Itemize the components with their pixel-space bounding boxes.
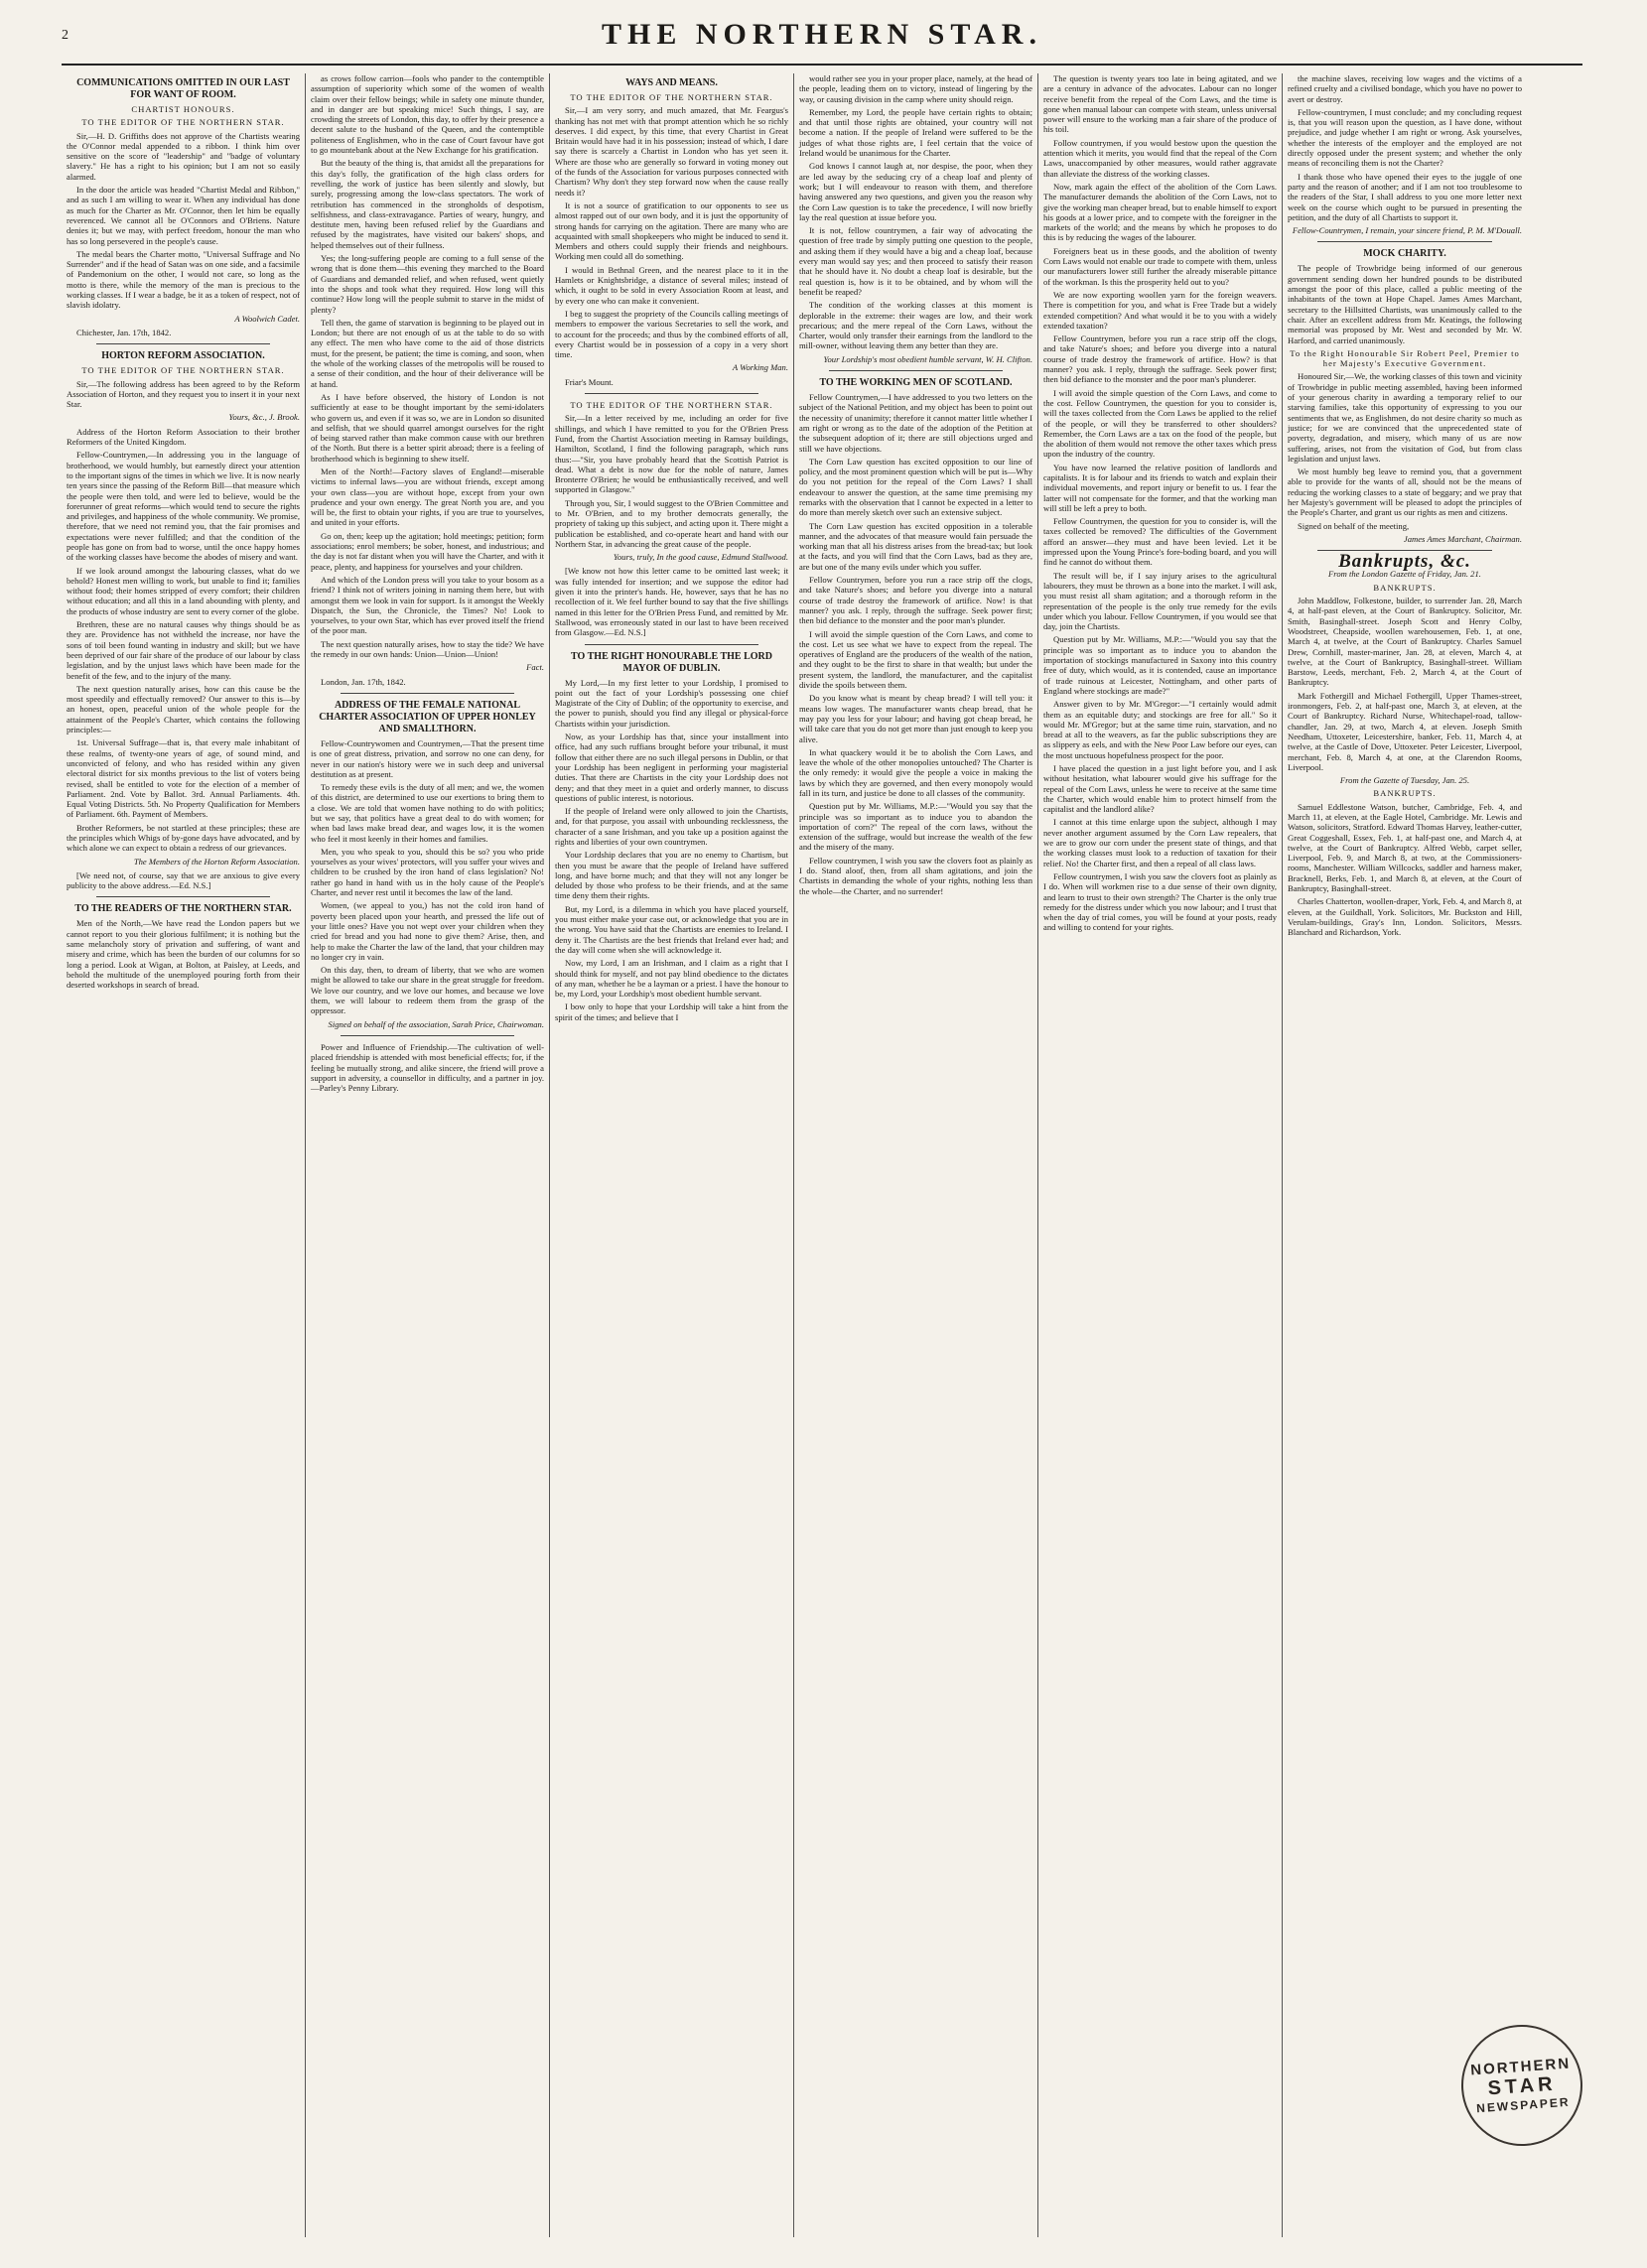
section-heading: Bankrupts, &c. [1338,551,1471,573]
article-heading: WAYS AND MEANS. [625,77,718,88]
paragraph: Question put by Mr. Williams, M.P.:—"Would you say that the principle was so important as to induce you to abandon the importation of corn?" The repeal of the corn laws, without the extension of the suffrage, would but increase the wealth of the few and the misery of the many. [799,801,1032,853]
newspaper-title: THE NORTHERN STAR. [602,18,1042,51]
paragraph: Fellow countrymen, I wish you saw the clovers foot as plainly as I do. When will workmen rise to a due sense of their own dignity, and learn to trust to their own strength? The Charter is the only true remedy for the distress under which you now labour; and I trust that when the day of trial comes, you will be found at your posts, ready and willing to contend for your rights. [1043,870,1277,933]
paragraph: Women, (we appeal to you,) has not the cold iron hand of poverty been placed upon your hearth, and pressed the life out of your little ones? Have you not wept over your children when they cried for bread and you had none to give them? Arise, then, and help to make the Charter the law of the land, that your children may no longer cry in vain. [311,900,544,962]
paragraph: But the beauty of the thing is, that amidst all the preparations for this day's folly, the gratification of the high class orders for revelling, the work of justice has been silently and slowly, but surely, progressing among the low-class spectators. The work of retribution has commenced in the strongholds of despotism, selfishness, and class-extravagance. Parties of weary, hungry, and destitute men, having been refused relief by the Guardians and refused by the magistrates, have visited our bakers' shops, and helped themselves out of their fullness. [311,158,544,250]
paragraph: Now, my Lord, I am an Irishman, and I claim as a right that I should think for myself, and not pay blind obedience to the dictates of any man, whether he be a layman or a priest. I have the honour to be, my Lord, your Lordship's most obedient humble servant. [555,958,788,1000]
paragraph: We are now exporting woollen yarn for the foreign weavers. There is competition for you, and what is Free Trade but a widely extended competition? And what would it be to you with a widely extended taxation? [1043,289,1277,331]
paragraph: Your Lordship declares that you are no enemy to Chartism, but then you must be aware that the people of Ireland have suffered long, and have borne much; and that they will not any longer be deluded by those who profess to be their friends, and at the same time deny them their rights. [555,850,788,901]
paragraph: I thank those who have opened their eyes to the juggle of one party and the reason of another; and if I am not too troublesome to the readers of the Star, I shall address to you one more letter next week on the course which ought to be pursued in presenting the petition, and the duty of all Chartists to support it. [1288,171,1522,222]
paragraph: 1st. Universal Suffrage—that is, that every male inhabitant of these realms, of twenty-one years of age, of sound mind, and unconvicted of felony, and who has resided within any given electoral district for six months previous to the list of voters being revised, shall be entitled to vote for the election of a member of Parliament. 2nd. Vote by Ballot. 3rd. Annual Parliaments. 4th. Equal Voting Districts. 5th. No Property Qualification for Members of Parliament. 6th. Payment of Members. [67,737,300,820]
paragraph: In the door the article was headed "Chartist Medal and Ribbon," and as such I am willing to wear it. When any individual has done as much for the Charter as Mr. O'Connor, then let him be equally reverenced. We cannot all be O'Connors and O'Briens. Nature denies it; but we may, with perfect freedom, honour the man who has so long persevered in the people's cause. [67,185,300,246]
paragraph: Now, mark again the effect of the abolition of the Corn Laws. The manufacturer demands the abolition of the Corn Laws, not to give the working man cheaper bread, but to enable himself to export his goods at a lower price, and to compete with the foreigner in the markets of the world; and the means by which he proposes to do this is by reducing the wages of the labourer. [1043,181,1277,243]
gazette-source: From the Gazette of Tuesday, Jan. 25. [1339,775,1470,786]
paragraph: Sir,—The following address has been agreed to by the Reform Association of Horton, and they request you to insert it in your next Star. [67,378,300,410]
paragraph: John Maddlow, Folkestone, builder, to surrender Jan. 28, March 4, at half-past eleven, at the Court of Bankruptcy. Solicitor, Mr. Smith, Basinghall-street. Joseph Scott and Henry Colby, Woodstreet, Cheapside, woollen warehousemen, Feb. 1, at one, March 4, at twelve, at the Court of Bankruptcy. Charles Samuel Drew, Cornhill, master-mariner, Jan. 28, at eleven, March 4, at twelve, at the Court of Bankruptcy, Basinghall-street. William Barstow, Leeds, merchant, Feb. 2, March 4, at the Court of Bankruptcy. [1288,596,1522,688]
paragraph: Brethren, these are no natural causes why things should be as they are. Providence has not withheld the increase, nor have the sons of toil been found wanting in industry and skill; but we have been deprived of our fair share of the produce of our labour by class legislation, and by the unjust laws which have been made for the benefit of the few, and to the injury of the many. [67,619,300,681]
paragraph: [We need not, of course, say that we are anxious to give every publicity to the above address.—Ed. N.S.] [67,869,300,891]
signature: Yours, &c., J. Brook. [228,412,300,423]
paragraph: The condition of the working classes at this moment is deplorable in the extreme: their wages are low, and their work precarious; and the mere repeal of the Corn Laws, without the Charter, would only transfer their earnings from the landlord to the mill-owner, without leaving them any better than they are. [799,300,1032,351]
paragraph: Fellow Countrymen, the question for you to consider is, will the taxes collected be removed? The difficulties of the Government afford an answer—they must and have been levied. Let it be impressed upon the Young Prince's fore-boding board, and you will find he cannot do without them. [1043,516,1277,568]
paragraph: Remember, my Lord, the people have certain rights to obtain; and that until those rights are obtained, your country will not become a nation. If the people of Ireland were suffered to be the judges of what those rights are, I feel certain that the voice of Ireland would be unanimous for the Charter. [799,106,1032,159]
paragraph: Through you, Sir, I would suggest to the O'Brien Committee and to Mr. O'Brien, and to my brother democrats generally, the propriety of taking up this subject, and acting upon it. There might a publication be established, and co-operate heart and hand with our Northern Star, in advancing the great cause of the people. [555,497,788,549]
column-3 [550,73,794,2237]
paragraph: My Lord,—In my first letter to your Lordship, I promised to point out the fact of your Lordship's possessing one chief Magistrate of the City of Dublin; of the opportunity to exercise, and the power to punish, should you find any illegal or physical-force Chartists within your jurisdiction. [555,677,788,729]
paragraph: Address of the Horton Reform Association to their brother Reformers of the United Kingdom. [67,426,300,448]
paragraph: And which of the London press will you take to your bosom as a friend? I think not of writers joining in naming them here, but with amongst them we look in vain for support. Is it amongst the Weekly Dispatch, the Sun, the Chronicle, the Times? No! Look to yourselves, to your own Star, which has ever proved itself the friend of the poor man. [311,574,544,636]
article-heading: ADDRESS OF THE FEMALE NATIONAL CHARTER ASSOCIATION OF UPPER HONLEY AND SMALLTHORN. [319,699,536,734]
paragraph: If we look around amongst the labouring classes, what do we behold? Honest men willing to work, but unable to find it; families without food; their homes stripped of every comfort; their children without education; and all this in a land abounding with plenty, and the products of whose industry are sent to every corner of the globe. [67,565,300,616]
article-heading: TO THE RIGHT HONOURABLE THE LORD MAYOR OF DUBLIN. [571,650,772,674]
paragraph: In what quackery would it be to abolish the Corn Laws, and leave the whole of the other monopolies untouched? The Charter is the only remedy: it would give the people a voice in making the laws by which they are governed, and then every monopoly would fall in its turn, and justice be done to all classes of the community. [799,746,1032,798]
paragraph: If the people of Ireland were only allowed to join the Chartists, and, for that purpose, you assail with unbounding recklessness, the character of a sane Irishman, and you take up a position against the rights and liberties of your own countrymen. [555,806,788,847]
paragraph: I bow only to hope that your Lordship will take a hint from the spirit of the times; and believe that I [555,1001,788,1022]
divider [341,693,514,694]
signature: The Members of the Horton Reform Association. [133,856,300,867]
paragraph: Signed on behalf of the meeting, [1298,520,1410,531]
paragraph: Men of the North,—We have read the London papers but we cannot report to you their glorious fulfilment; it is nothing but the same melancholy story of privation and suffering, of want and misery and crime, which has been the burden of our columns for so long a period. Look at Wigan, at Bolton, at Paisley, at Leeds, and behold the multitude of the unemployed pouring forth from their deserted workshops in search of bread. [67,918,300,991]
column-2 [306,73,550,2237]
column-4 [794,73,1038,2237]
stamp-line: NEWSPAPER [1475,2094,1571,2116]
article-heading: TO THE WORKING MEN OF SCOTLAND. [819,377,1013,389]
paragraph: The people of Trowbridge being informed of our generous government sending down her hundred pounds to be distributed amongst the poor of this place, called a public meeting of the inhabitants of the town at Hope Chapel. James Ames Marchant, secretary to the Hillsitted Chartists, was unanimously called to the chair. After an excellent address from Mr. Keatings, the following memorial was proposed by Mr. West and seconded by Mr. W. Harford, and carried unanimously. [1288,263,1522,345]
paragraph: Follow countrymen, if you would bestow upon the question the attention which it merits, you would find that the repeal of the Corn Laws, unaccompanied by other measures, would rather aggravate than alleviate the distress of the working classes. [1043,137,1277,179]
paragraph: Sir,—In a letter received by me, including an order for five shillings, and which I have remitted to you for the O'Brien Press Fund, from the Chartist Association meeting in Ramsay buildings, Hamilton, Scotland, I find the following paragraph, which runs thus:—"Sir, you have probably heard that the Scottish Patriot is dead. What a debt is now due for the noble of nature, James Bronterre O'Brien; he would be enthusiastically received, and well supported in Glasgow." [555,413,788,495]
paragraph: On this day, then, to dream of liberty, that we who are women might be allowed to take our share in the great struggle for freedom. We love our country, and we love our homes, and because we love them, we will labour to redeem them from the grasp of the oppressor. [311,965,544,1016]
paragraph: But, my Lord, is a dilemma in which you have placed yourself, you must either make your case out, or acknowledge that you are in the wrong. You have said that the Chartists are enemies to Ireland. I deny it. The Chartists are the best friends that Ireland ever had; and the day will come when she will acknowledge it. [555,903,788,955]
divider [585,644,758,645]
paragraph: Question put by Mr. Williams, M.P.:—"Would you say that the principle was so important as to induce you to abandon the importation of stockings manufactured in Saxony into this country free of duty, which would, as it is contended, cause an importance of trade ruinous at Leicester, Nottingham, and other parts of England where stockings are made?" [1043,634,1277,696]
paragraph: You have now learned the relative position of landlords and capitalists. It is for labour and its friends to watch and explain their individual movements, and report injury or benefit to us. I fear the latter will not compensate for the former, and that the working man will still be left a prey to both. [1043,462,1277,513]
divider [1317,241,1492,242]
paragraph: Yes; the long-suffering people are coming to a full sense of the wrong that is done them—this evening they marched to the Board of Guardians and demanded relief, and when refused, went quietly into the shops and took what they required. How long will this continue? How long will the people submit to starve in the midst of plenty? [311,253,544,315]
paragraph: [We know not how this letter came to be omitted last week; it was fully intended for insertion; and we suppose the editor had given it into the printer's hands. He, however, says that he has no recollection of it. We feel further bound to say that the five shillings named in this letter for the O'Brien Press Fund, and remitted by Mr. Stallwood, was erroneously stated in our last to have been received from Glasgow.—Ed. N.S.] [555,566,788,638]
paragraph: Charles Chatterton, woollen-draper, York, Feb. 4, and March 8, at eleven, at the Guildhall, York. Solicitors, Mr. Buckston and Hill, Verulam-buildings, Gray's Inn, London. Solicitors, Messrs. Blanchard and Richardson, York. [1288,896,1522,938]
paragraph: Fellow Countrymen,—I have addressed to you two letters on the subject of the National Petition, and my object has been to point out the necessity of unanimity; therefore it cannot matter little whether I am right or wrong as to the date of the adoption of the Petition at the subsequent adoption of it; there are still objections urged and still we have objections. [799,392,1032,454]
dateline: London, Jan. 17th, 1842. [321,676,406,687]
paragraph: Mark Fothergill and Michael Fothergill, Upper Thames-street, ironmongers, Feb. 2, at half-past one, March 3, at eleven, at the Court of Bankruptcy. Richard Nurse, Whitechapel-road, tallow-chandler, Jan. 29, at two, March 4, at eleven. Joseph Smith Needham, Uttoxeter, Leicestershire, banker, Feb. 11, March 4, at twelve, at the Castle of Dove, Uttoxeter. Peter Leicester, Liverpool, merchant, Feb. 8, March 4, at one, at the Clarendon Rooms, Liverpool. [1288,690,1522,772]
paragraph: would rather see you in your proper place, namely, at the head of the people, leading them on to victory, instead of lingering by the way, or causing division in the camp where unity should reign. [799,73,1032,104]
paragraph: Sir,—I am very sorry, and much amazed, that Mr. Feargus's thanking has not met with that prompt attention which he so richly deserves. I did expect, by this time, that every Chartist in Great Britain would have had it in his possession; instead of which, I dare say there is scarcely a Chartist in London who has yet seen it. Where are those who are generally so forward in voting money out of the funds of the Association for various purposes connected with Chartism? Why don't they step forward now when the cause really needs it? [555,105,788,198]
paragraph: Now, as your Lordship has that, since your installment into office, had any such ruffians brought before your tribunal, it must follow that either there are no such illegal persons in Dublin, or that your Lordship has been negligent in performing your magisterial duties. That there are Chartists in the city your Lordship does not deny; and that they meet in a quiet and orderly manner, to discuss questions of public interest, is notorious. [555,732,788,803]
paragraph: Fellow-Countrywomen and Countrymen,—That the present time is one of great distress, privation, and sorrow no one can deny, for never in our nation's history were we in such deep and universal destitution as at present. [311,737,544,779]
paragraph: Power and Influence of Friendship.—The cultivation of well-placed friendship is attended with most beneficial effects; for, if the feeling be mutually strong, and alike sincere, the friend will prove a support in adversity, a counsellor in difficulty, and a partner in joy.—Parley's Penny Library. [311,1041,544,1094]
paragraph: The Corn Law question has excited opposition to our line of policy, and the most prominent question which will be put is—Why do you not petition for the repeal of the Corn Laws? I shall endeavour to answer the question, at the same time premising my remarks with the observation that I cannot be expected in a letter to do more than merely sketch over such an extensive subject. [799,456,1032,518]
stamp-line: NORTHERN [1469,2055,1572,2079]
divider [341,1035,514,1036]
paragraph: It is not a source of gratification to our opponents to see us almost rapped out of our own body, and it is just the opportunity of strong hands for carrying on the agitation. There are many who are acquainted with small shopkeepers who might be induced to send it. Members and others could supply their friends and neighbours. Working men could all do something. [555,200,788,262]
column-5 [1038,73,1283,2237]
paragraph: Tell then, the game of starvation is beginning to be played out in London; but there are not enough of us at the table to do so with any effect. The men who have come to the aid of those districts must, for the present, be patient; the time is coming, and soon, when the whole of the working classes of the metropolis will be roused to a sense of their condition, and the hour of their deliverance will be at hand. [311,317,544,389]
signature: Yours, truly, In the good cause, Edmund Stallwood. [613,552,788,563]
paragraph: Fellow-Countrymen,—In addressing you in the language of brotherhood, we would humbly, but earnestly direct your attention to the important signs of the times in which we live. It is now nearly ten years since the passing of the Reform Bill—that measure which the people were then told, and were led to believe, would be the forerunner of great reforms—which would tend to secure the rights and privileges, and happiness of the whole community. We promise, therefore, that we need not remind you, that the fair promises and expectations were never fulfilled; and that the condition of the people has gone on from bad to worse, until the once happy homes of the working classes have become the abodes of misery and want. [67,450,300,563]
article-heading: MOCK CHARITY. [1363,248,1446,260]
signature: Your Lordship's most obedient humble servant, W. H. Clifton. [823,353,1032,364]
paragraph: the machine slaves, receiving low wages and the victims of a refined cruelty and a civilised bondage, which you have no power to avert or destroy. [1288,73,1522,104]
paragraph: The next question naturally arises, how to stay the tide? We have the remedy in our own hands: Union—Union—Union! [311,638,544,660]
article-subheading: CHARTIST HONOURS. [131,104,235,114]
divider [96,343,270,344]
column-6 [1283,73,1527,2237]
paragraph: The Corn Law question has excited opposition in a tolerable manner, and the advocates of that measure would fain persuade the working man that all his distress arises from the bread-tax; but look at the facts, and you will find that the Corn Laws, bad as they are, are but one of the many evils under which you suffer. [799,520,1032,572]
columns [62,73,1582,2237]
dateline: Chichester, Jan. 17th, 1842. [76,327,172,337]
paragraph: Brother Reformers, be not startled at these principles; these are the principles which Whigs of by-gone days have advocated, and by which alone we can expect to obtain a redress of our grievances. [67,822,300,854]
paragraph: I will avoid the simple question of the Corn Laws, and come to the cost. Fellow Countrymen, the question for you to consider is, will the taxes collected from the Corn Laws be applied to the relief of the people, or will they be transferred to other shoulders? Remember, the Corn Laws are a tax on the food of the people, but the abolition of them would not remove the other taxes which press upon the industry of the country. [1043,387,1277,460]
page-number: 2 [62,28,69,43]
newspaper-page [62,18,1582,2241]
stamp-line: STAR [1486,2072,1558,2100]
paragraph: I will avoid the simple question of the Corn Laws, and come to the cost. Let us see what we have to expect from the repeal. The operatives of England are the producers of the wealth of the nation, and they ought to be the first to share in that wealth; but under the present system, the landlord, the manufacturer, and the capitalist divide the spoils between them. [799,628,1032,691]
signature: A Woolwich Cadet. [234,313,300,324]
divider [585,393,758,394]
paragraph: Go on, then; keep up the agitation; hold meetings; petition; form associations; enrol members; be sober, honest, and industrious; and the day is not far distant when you will have the Charter, and with it peace, plenty, and happiness for yourselves and your children. [311,530,544,572]
paragraph: Do you know what is meant by cheap bread? I will tell you: it means low wages. The manufacturer wants cheap bread, that he may pay you less for your labour; and having got cheap bread, he will take care that you do not get more than just enough to keep you alive. [799,693,1032,744]
paragraph: The next question naturally arises, how can this cause be the most speedily and effectually removed? Our answer to this is—by an honest, open, peaceful union of the whole people for the attainment of the People's Charter, which contains the following principles:— [67,683,300,735]
paragraph: The result will be, if I say injury arises to the agricultural labourers, they must be thrown as a bone into the market. I will ask, you must resist all sham agitation; and a thorough reform in the representation of the people is the only true remedy for the evils under which you labour. Fellow Countrymen, if you would see that day, join the Chartists. [1043,570,1277,632]
paragraph: The medal bears the Charter motto, "Universal Suffrage and No Surrender" and if the head of Satan was on one side, and a facsimile of Pandemonium on the other, I would not care, so long as the motto is there, while the memory of the man is precious to the working classes. If I wear a badge, be it as a token of respect, not of slavish idolatry. [67,248,300,311]
gazette-source: From the London Gazette of Friday, Jan. 21. [1328,569,1481,580]
article-heading: TO THE READERS OF THE NORTHERN STAR. [74,903,292,915]
column-1 [62,73,306,2237]
list-heading: BANKRUPTS. [1373,788,1437,799]
letter-address: TO THE EDITOR OF THE NORTHERN STAR. [81,365,285,376]
paragraph: Fellow countrymen, I wish you saw the clovers foot as plainly as I do. Stand aloof, then, from all sham agitations, and join the Chartists in demanding the whole of your rights, nothing less than the whole—the Charter, and no surrender! [799,855,1032,896]
paragraph: God knows I cannot laugh at, nor despise, the poor, when they are led away by the seducing cry of a cheap loaf and plenty of work; but I will endeavour to reason with them, and therefore having answered any two questions, and given you the reason why the Corn Law question is to take the precedence, I will now briefly lay the real question at issue before you. [799,161,1032,222]
paragraph: I cannot at this time enlarge upon the subject, although I may never another argument assumed by the Corn Law repealers, that we are to grow our corn under the present state of things, and that the working classes must look to a reduction of taxation for their relief. No! the Charter first, and then a repeal of all class laws. [1043,817,1277,868]
list-heading: BANKRUPTS. [1373,582,1437,593]
divider [829,370,1003,371]
paragraph: I would in Bethnal Green, and the nearest place to it in the Hamlets or Knightsbridge, a distance of several miles; instead of which, it ought to be sold in every Association Room at least, and by every one who can make it convenient. [555,264,788,306]
paragraph: Honoured Sir,—We, the working classes of this town and vicinity of Trowbridge in public meeting assembled, having been informed of your generous charity in awarding a temporary relief to our starving families, take this opportunity of expressing to you our sentiments that we, as Englishmen, do not desire charity so much as justice; for we are convinced that the unprecedented state of poverty, degradation, and misery, which many of us are now suffering, arises, not from the visitation of God, but from class legislation and unjust laws. [1288,371,1522,464]
paragraph: Fellow Countrymen, before you run a race strip off the clogs, and take Nature's shoes; and before you diverge into a natural course of trade destroy the framework of artifice. Now! is that manner? you ask. I reply, through the suffrage. Seek power first; then bid defiance to the monster and the poor man's plunder. [799,575,1032,626]
paragraph: Samuel Eddlestone Watson, butcher, Cambridge, Feb. 4, and March 11, at eleven, at the Eagle Hotel, Cambridge. Mr. Lewis and Watson, solicitors, Stratford. Edward Thomas Harvey, leather-cutter, Great Coggeshall, Essex, Feb. 1, at half-past one, and March 4, at twelve, at the Court of Bankruptcy. Alfred Webb, carpet seller, Liverpool, Feb. 9, and March 8, at two, at the Commissioners-rooms, Manchester. William Willcocks, saddler and harness maker, Bracknell, Berks, Feb. 1, and March 8, at eleven, at the Court of Bankruptcy, Basinghall-street. [1288,801,1522,894]
paragraph: Foreigners beat us in these goods, and the abolition of twenty Corn Laws would not enable our trade to compete with them, unless our manufacturers lower still further the already miserable pittance of the workman. Is this the prosperity held out to you? [1043,245,1277,287]
paragraph: Men of the North!—Factory slaves of England!—miserable victims to infernal laws—you are without friends, except among your own class—you are without hope, except from your own prudence and your own energy. The great North you are, and you will be, the first to obtain your rights, if you are true to yourselves, and united in your efforts. [311,466,544,528]
signature: James Ames Marchant, Chairman. [1403,533,1522,544]
masthead [62,18,1582,66]
letter-address: TO THE EDITOR OF THE NORTHERN STAR. [570,92,773,102]
article-heading: COMMUNICATIONS OMITTED IN OUR LAST FOR WANT OF ROOM. [76,77,290,100]
paragraph: Fellow Countrymen, before you run a race strip off the clogs, and take Nature's shoes; and before you diverge into a natural course of trade destroy the framework of artifice. How? is that manner? you ask. I reply, through the suffrage. Seek power first; then bid defiance to the monster and the poor man's plunderer. [1043,334,1277,385]
signature: A Working Man. [732,362,788,373]
paragraph: I have placed the question in a just light before you, and I ask without hesitation, what labourer would give his suffrage for the repeal of the Corn Laws, unless he were to receive at the same time the Charter, which would enable him to protect himself from the capitalist and the landlord alike? [1043,763,1277,815]
paragraph: Sir,—H. D. Griffiths does not approve of the Chartists wearing the O'Connor medal appended to a ribbon. I think him over sensitive on the score of "leadership" and "badge of voluntary slavery." He has a right to his opinion; but I am not so easily alarmed. [67,130,300,182]
article-heading: HORTON REFORM ASSOCIATION. [101,350,265,362]
dateline: Friar's Mount. [565,376,614,387]
letter-address: TO THE EDITOR OF THE NORTHERN STAR. [81,117,285,128]
signature: Fellow-Countrymen, I remain, your sincere friend, P. M. M'Douall. [1292,225,1522,236]
paragraph: Men, you who speak to you, should this be so? you who pride yourselves as your wives' protectors, will you suffer your wives and children to be crushed by the iron hand of class legislation? No! rather go hand in hand with us in the holy cause of the People's Charter, and never rest until it becomes the law of the land. [311,846,544,898]
signature: Signed on behalf of the association, Sarah Price, Chairwoman. [328,1018,544,1029]
divider [96,896,270,897]
paragraph: As I have before observed, the history of London is not sufficiently at ease to be thought important by the semi-idolaters who govern us, and even if it was so, we are in London so disunited and selfish, that we should quarrel amongst ourselves for the right of being starved rather than make common cause with our brethren of the North. But there is a better spirit abroad; there is a feeling of brotherhood which is beginning to shew itself. [311,391,544,464]
paragraph: We most humbly beg leave to remind you, that a government able to provide for the wants of all, should not be the means of reducing the working classes to a state of beggary; and we pray that her Majesty's government will be pleased to adopt the principles of the People's Charter, and grant us our rights as men and citizens. [1288,467,1522,518]
letter-address: TO THE EDITOR OF THE NORTHERN STAR. [570,400,773,411]
paragraph: It is not, fellow countrymen, a fair way of advocating the question of free trade by simply putting one question to the people, and asking them if they would have a big and a cheap loaf, because every man would say yes; and then proceed to satisfy their reason that he should have it. No doubt a cheap loaf is desirable, but the real question is, how is it to be obtained, and by whom will the benefit be reaped? [799,225,1032,297]
memorial-heading: To the Right Honourable Sir Robert Peel, Premier to her Majesty's Executive Government. [1290,347,1520,369]
paragraph: as crows follow carrion—fools who pander to the contemptible assumption of superiority which some of the women of wealth claim over their fellow beings; while in safety one minute thunder, and in danger are but speaking mice! Such things, I say, are crowding the streets of London, this day, to offer by their presence a decent salute to the husband of the Queen, and the contemptible politeness of Englishmen, who in the case of Court favour have got to go mountebank about at the New Exchange for his gratification. [311,73,544,156]
paragraph: I beg to suggest the propriety of the Councils calling meetings of members to empower the various Secretaries to sell the work, and to account for the proceeds; and thus by the combined efforts of all, every Chartist would be in possession of a copy in a very short time. [555,308,788,360]
paragraph: Fellow-countrymen, I must conclude; and my concluding request is, that you will reason upon the question, as I have done, without prejudice, and judge whether I am right or wrong. Ask yourselves, whether the interests of the employer and the employed are not directly opposed under the present system; and whether the only means of reconciling them is not the Charter? [1288,106,1522,169]
paragraph: To remedy these evils is the duty of all men; and we, the women of this district, are determined to use our exertions to bring them to a close. We are told that women have nothing to do with politics; but we say, that politics have a great deal to do with women; for when bad laws make bread dear, and wages low, it is the women who feel it most keenly in their homes and families. [311,782,544,844]
signature: Fact. [526,662,544,673]
paragraph: The question is twenty years too late in being agitated, and we are a century in advance of the advocates. Labour can no longer receive benefit from the repeal of the Corn Laws, and the time is gone when manual labour can compete with steam, unless universal power will ensure to the working man a fair share of the produce of his toil. [1043,73,1277,135]
paragraph: Answer given to by Mr. M'Gregor:—"I certainly would admit them as an equitable duty; and stockings are free for all." So it would Mr. M'Gregor; but at the same time ruin, starvation, and no bread at all to the weavers, as far the public subscriptions they are as slippery as eels, and with the New Poor Law before our eyes, can the most unctuous hopefulness prospect for the poor. [1043,699,1277,760]
